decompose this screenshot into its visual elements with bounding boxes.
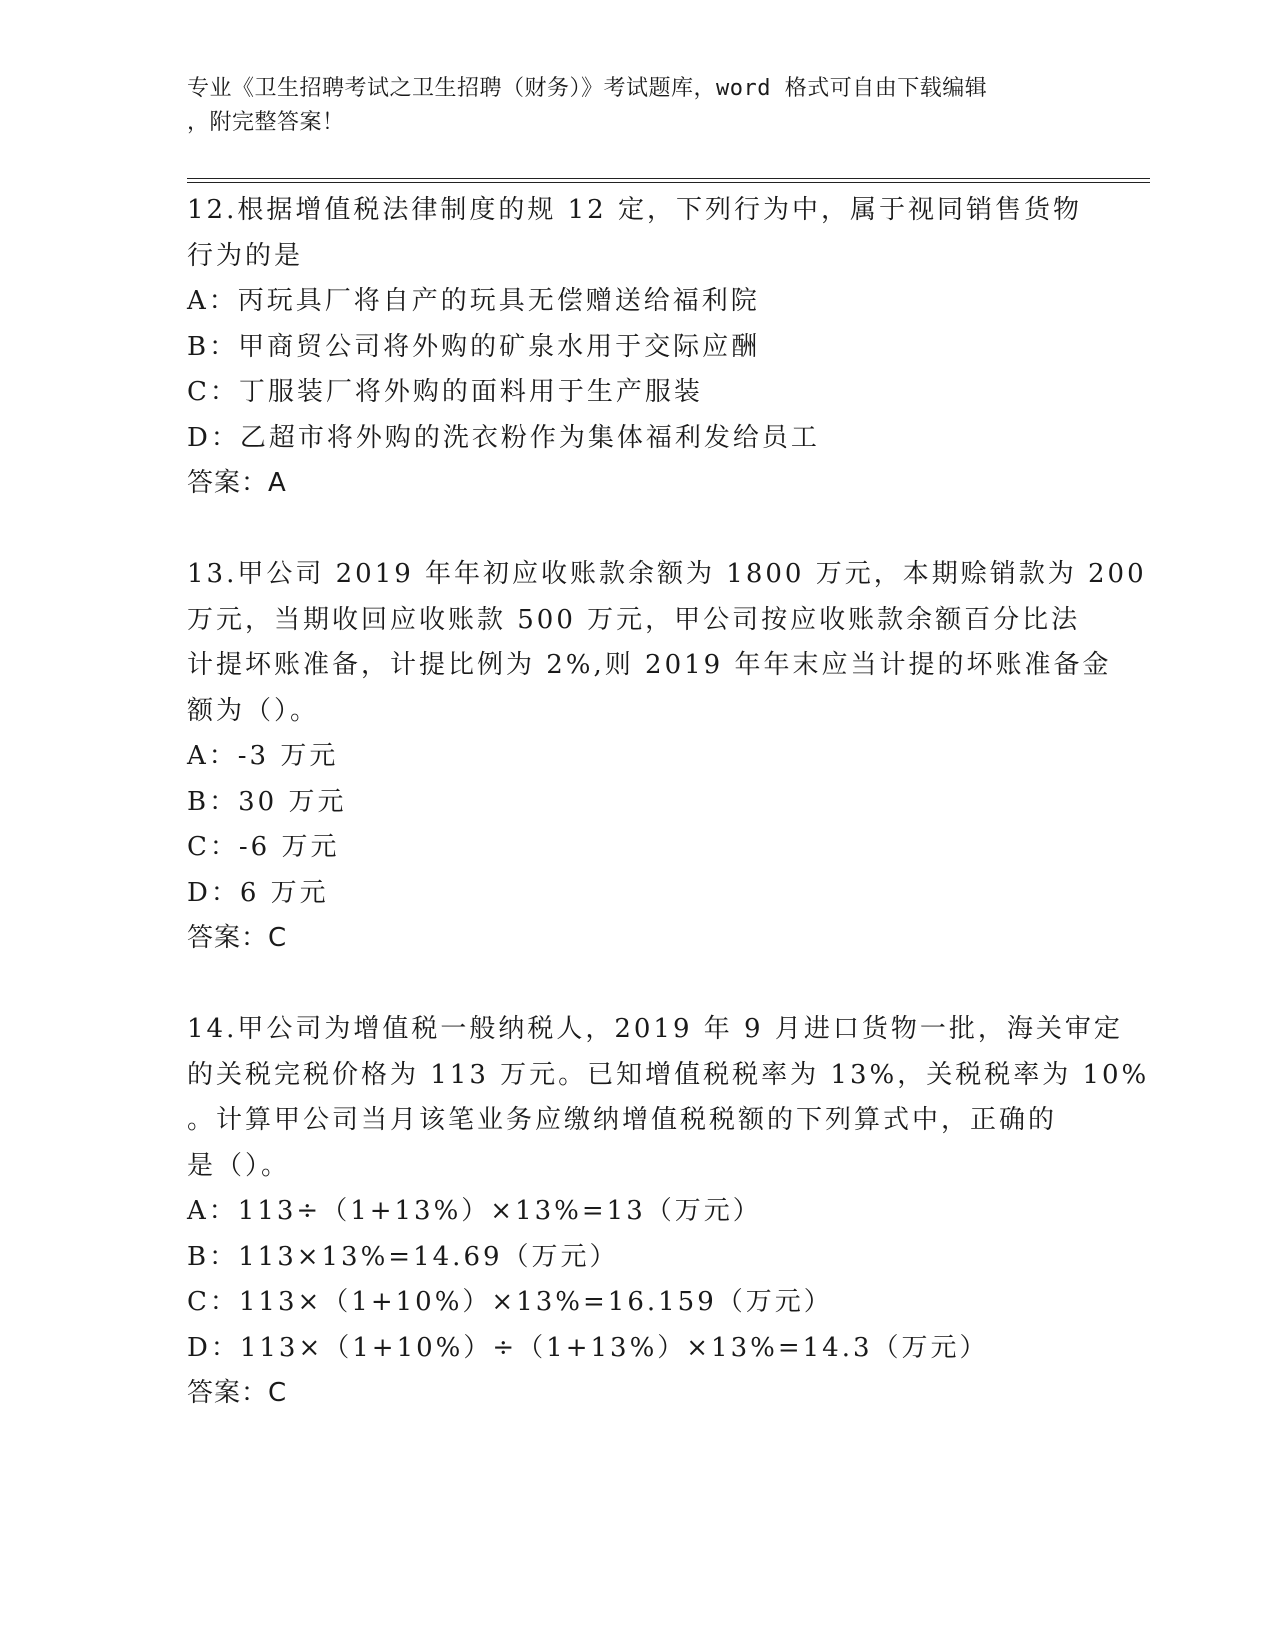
option-c: C：-6 万元 [187,832,340,862]
question-13 [187,552,1147,962]
header-rule-top [187,178,1150,179]
option-d: D：乙超市将外购的洗衣粉作为集体福利发给员工 [187,422,820,453]
answer: 答案：C [187,1378,288,1408]
answer: 答案：A [187,468,287,498]
header-line-2: ，附完整答案！ [187,110,345,135]
question-text-line: 13.甲公司 2019 年年初应收账款余额为 1800 万元，本期赊销款为 200 [187,559,1147,589]
question-12 [187,188,1087,507]
option-c: C：丁服装厂将外购的面料用于生产服装 [187,377,703,407]
question-text-line: 12.根据增值税法律制度的规 12 定，下列行为中，属于视同销售货物 [187,195,1082,225]
option-b: B：30 万元 [187,786,347,817]
option-d: D：6 万元 [187,877,329,908]
question-text-line: 计提坏账准备，计提比例为 2%,则 2019 年年末应当计提的坏账准备金 [187,650,1112,680]
question-text-line: 万元，当期收回应收账款 500 万元，甲公司按应收账款余额百分比法 [187,604,1081,635]
question-14 [187,1007,1150,1417]
question-text-line: 的关税完税价格为 113 万元。已知增值税税率为 13%，关税税率为 10% [187,1059,1150,1090]
header-rule-bottom [187,182,1150,183]
question-text-line: 14.甲公司为增值税一般纳税人，2019 年 9 月进口货物一批，海关审定 [187,1014,1123,1044]
option-d: D：113×（1+10%）÷（1+13%）×13%=14.3（万元） [187,1332,989,1363]
answer: 答案：C [187,923,288,953]
option-c: C：113×（1+10%）×13%=16.159（万元） [187,1287,833,1317]
option-a: A：113÷（1+13%）×13%=13（万元） [187,1196,762,1226]
option-a: A：丙玩具厂将自产的玩具无偿赠送给福利院 [187,286,760,316]
question-text-line: 。计算甲公司当月该笔业务应缴纳增值税税额的下列算式中，正确的 [187,1105,1058,1135]
question-spacer [187,962,1087,1008]
question-text-line: 行为的是 [187,240,304,271]
document-header [187,72,1067,140]
option-b: B：甲商贸公司将外购的矿泉水用于交际应酬 [187,331,761,362]
option-b: B：113×13%=14.69（万元） [187,1241,619,1272]
option-a: A：-3 万元 [187,741,339,771]
question-spacer [187,507,1087,553]
question-text-line: 额为（）。 [187,695,320,726]
question-text-line: 是（）。 [187,1150,291,1181]
question-list [187,188,1150,1417]
header-line-1: 专业《卫生招聘考试之卫生招聘（财务）》考试题库，word 格式可自由下载编辑 [187,76,988,101]
